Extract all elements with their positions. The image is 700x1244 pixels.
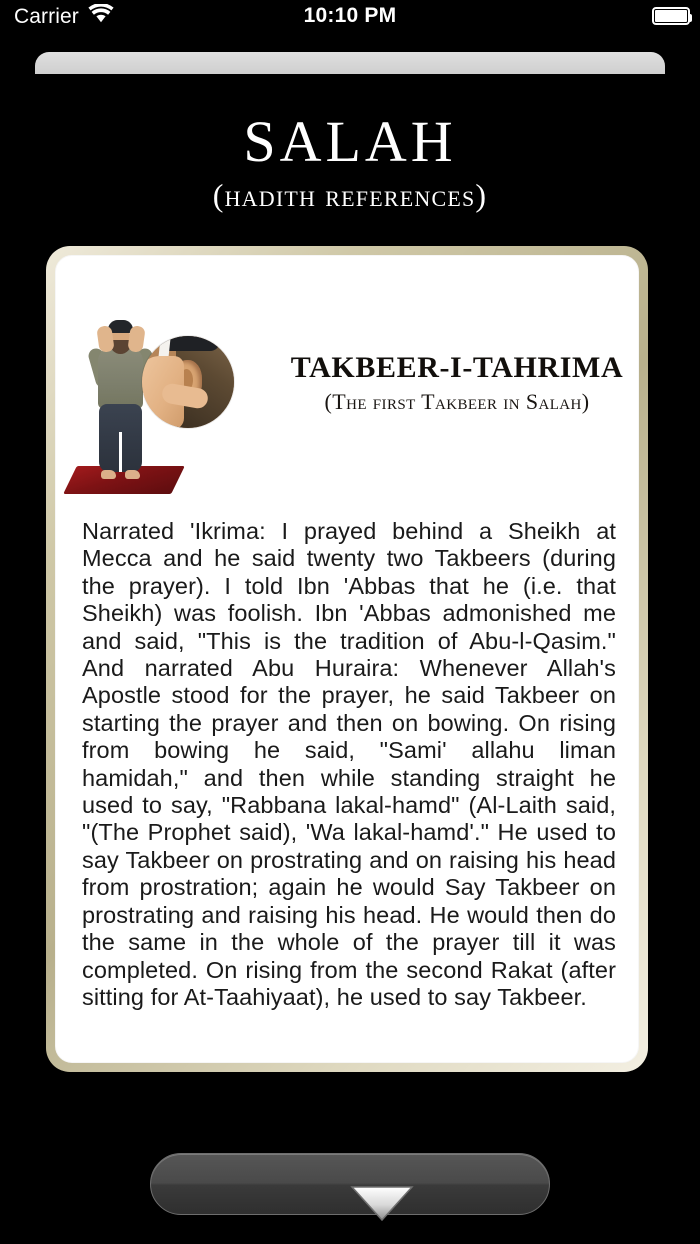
- ear-closeup-inset-icon: [142, 336, 234, 428]
- hadith-card: [46, 246, 648, 1072]
- pose-subtitle: (The first Takbeer in Salah): [324, 389, 590, 414]
- hadith-card-inner: [55, 255, 639, 1063]
- status-bar-right: [652, 0, 690, 32]
- figure-right-foot: [125, 470, 140, 479]
- figure-torso: [98, 347, 143, 409]
- hadith-text: Narrated 'Ikrima: I prayed behind a Sheikh at Mecca and he said twenty two Takbeers (during the prayer). I told Ibn 'Abbas that he (i.e. that Sheikh) was foolish. Ibn 'Abbas admonished me and said, "This is the tradition of Abu-l-Qasim." And narrated Abu Huraira: Whenever Allah's Apostle stood for the prayer, he said Takbeer on starting the prayer and then on bowing. On rising from bowing he said, "Sami' allahu liman hamidah," and then while standing straight he used to say, "Rabbana lakal-hamd" (Al-Laith said, "(The Prophet said), 'Wa lakal-hamd'." He used to say Takbeer on prostrating and on raising his head from prostration; again he would Say Takbeer on prostrating and raising his head. He would then do the same in the whole of the prayer till it was completed. On rising from the second Rakat (after sitting for At-Taahiyaat), he used to say Takbeer.: [82, 518, 616, 1010]
- pose-title: TAKBEER-I-TAHRIMA: [290, 351, 624, 384]
- figure-leg-gap: [119, 432, 122, 472]
- card-header: [56, 256, 638, 514]
- pose-heading-block: [288, 351, 626, 414]
- carrier-label: Carrier: [14, 4, 79, 28]
- page-title-block: [0, 109, 700, 213]
- next-page-button[interactable]: [150, 1153, 550, 1215]
- battery-fill: [655, 10, 687, 22]
- battery-cap: [689, 14, 692, 22]
- battery-icon: [652, 7, 690, 25]
- page-title: SALAH: [243, 109, 457, 174]
- page-edge-decoration: [35, 52, 665, 74]
- prayer-posture-illustration: [68, 314, 253, 504]
- page-subtitle: (hadith references): [212, 176, 488, 213]
- status-bar: [0, 0, 700, 32]
- figure-left-foot: [101, 470, 116, 479]
- status-bar-time: 10:10 PM: [303, 4, 397, 27]
